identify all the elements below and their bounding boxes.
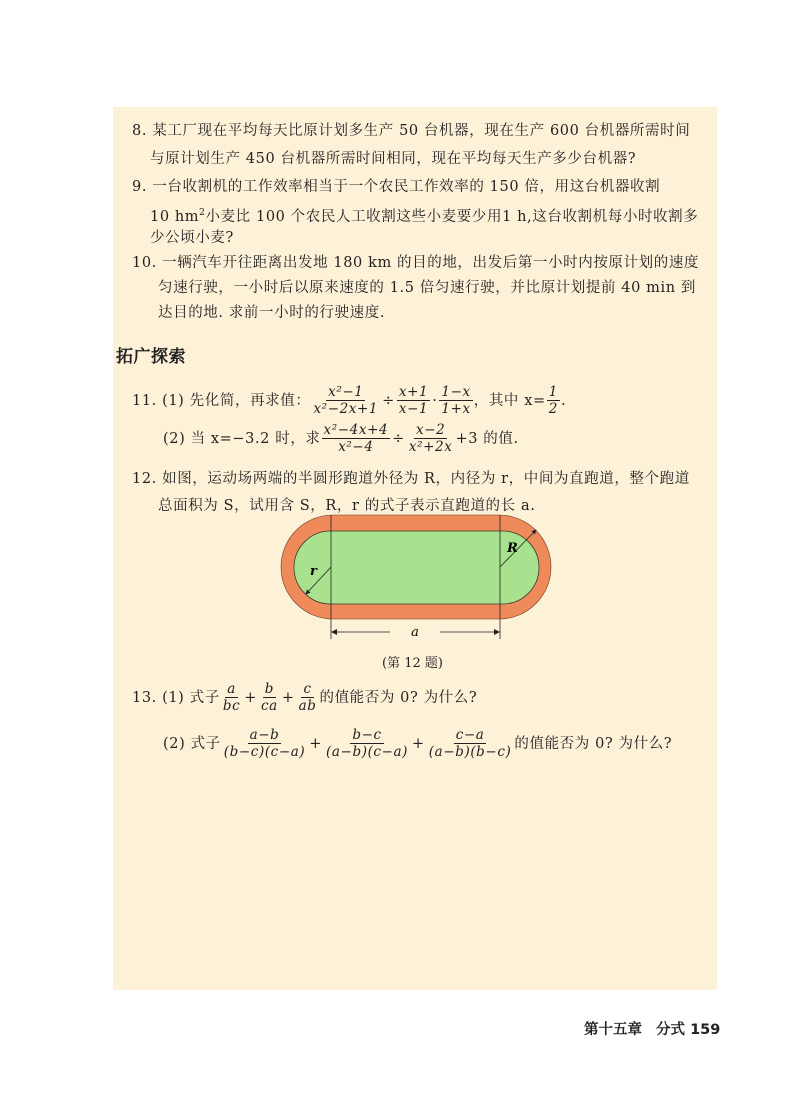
fraction: $\frac{c}{ab}$ — [298, 681, 317, 714]
page-number: 159 — [690, 1022, 721, 1038]
fraction: $\frac{c-a}{(a-b)(b-c)}$ — [428, 727, 512, 760]
chapter-label: 第十五章 — [584, 1022, 642, 1038]
problem-11-part-2: (2) 当 x=−3.2 时，求 $\frac{\text{x²−4x+4}}{\text{x²−4}}$ ÷ $\frac{x-2}{\text{x²+2x}}$ +3 的值. — [163, 422, 519, 455]
problem-12-line-2: 总面积为 S，试用含 S，R，r 的式子表示直跑道的长 a. — [158, 498, 536, 514]
problem-9-line-2: 10 $hm^2$小麦比 100 个农民人工收割这些小麦要少用1 h,这台收割机每小时收割多 — [150, 208, 699, 225]
fraction: $\frac{x-2}{\text{x²+2x}}$ — [408, 422, 453, 455]
running-track-figure — [270, 505, 570, 645]
problem-13-part-1: 13. (1) 式子 $\frac{a}{bc}$ + $\frac{b}{ca}$ + $\frac{c}{ab}$ 的值能否为 0? 为什么? — [132, 681, 478, 714]
svg-text:r: r — [310, 564, 317, 579]
problem-10-line-1: 10. 一辆汽车开往距离出发地 180 km 的目的地，出发后第一小时内按原计划的速度 — [132, 255, 700, 271]
fraction: $\frac{1}{2}$ — [548, 384, 558, 417]
page-footer — [584, 1018, 720, 1039]
fraction: $\frac{\text{x²−1}}{\text{x²−2x+1}}$ — [313, 384, 379, 417]
fraction: $\frac{\text{x²−4x+4}}{\text{x²−4}}$ — [323, 422, 389, 455]
svg-text:R: R — [507, 541, 518, 556]
problem-8-line-2: 与原计划生产 450 台机器所需时间相同，现在平均每天生产多少台机器? — [150, 151, 637, 167]
problem-10-line-2: 匀速行驶，一小时后以原来速度的 1.5 倍匀速行驶，并比原计划提前 40 min 到 — [158, 280, 696, 296]
section-heading: 拓广探索 — [116, 347, 186, 367]
problem-8-line-1: 8. 某工厂现在平均每天比原计划多生产 50 台机器，现在生产 600 台机器所需时间 — [132, 123, 691, 139]
problem-8-number: 8. — [132, 123, 148, 139]
fraction: $\frac{a-b}{(b-c)(c-a)}$ — [223, 727, 306, 760]
problem-9-number: 9. — [132, 179, 148, 195]
problem-9-line-1: 9. 一台收割机的工作效率相当于一个农民工作效率的 150 倍，用这台机器收割 — [132, 179, 661, 195]
fraction: $\frac{1-x}{1+x}$ — [441, 384, 471, 417]
section-label: 分式 — [656, 1022, 685, 1038]
problem-9-line-3: 少公顷小麦? — [150, 230, 234, 246]
problem-10-line-3: 达目的地. 求前一小时的行驶速度. — [158, 305, 386, 321]
problem-10-number: 10. — [132, 255, 157, 271]
problem-12-line-1: 12. 如图，运动场两端的半圆形跑道外径为 R，内径为 r，中间为直跑道，整个跑道 — [132, 471, 690, 487]
fraction: $\frac{b}{ca}$ — [261, 681, 278, 714]
fraction: $\frac{b-c}{(a-b)(c-a)}$ — [326, 727, 409, 760]
problem-11-part-1: 11. (1) 先化简，再求值： $\frac{\text{x²−1}}{\text{x²−2x+1}}$ ÷ $\frac{x+1}{x-1}$ · $\frac{1-x}{1+x}$ ，其中 x= $\frac{1}{2}$ . — [132, 384, 567, 417]
fraction: $\frac{a}{bc}$ — [222, 681, 241, 714]
fraction: $\frac{x+1}{x-1}$ — [398, 384, 429, 417]
problem-13-part-2: (2) 式子 $\frac{a-b}{(b-c)(c-a)}$ + $\frac{b-c}{(a-b)(c-a)}$ + $\frac{c-a}{(a-b)(b-c)}$ 的值能否为 0? 为什么? — [163, 727, 673, 760]
figure-caption: (第 12 题) — [382, 656, 443, 671]
svg-text:a: a — [411, 625, 419, 640]
